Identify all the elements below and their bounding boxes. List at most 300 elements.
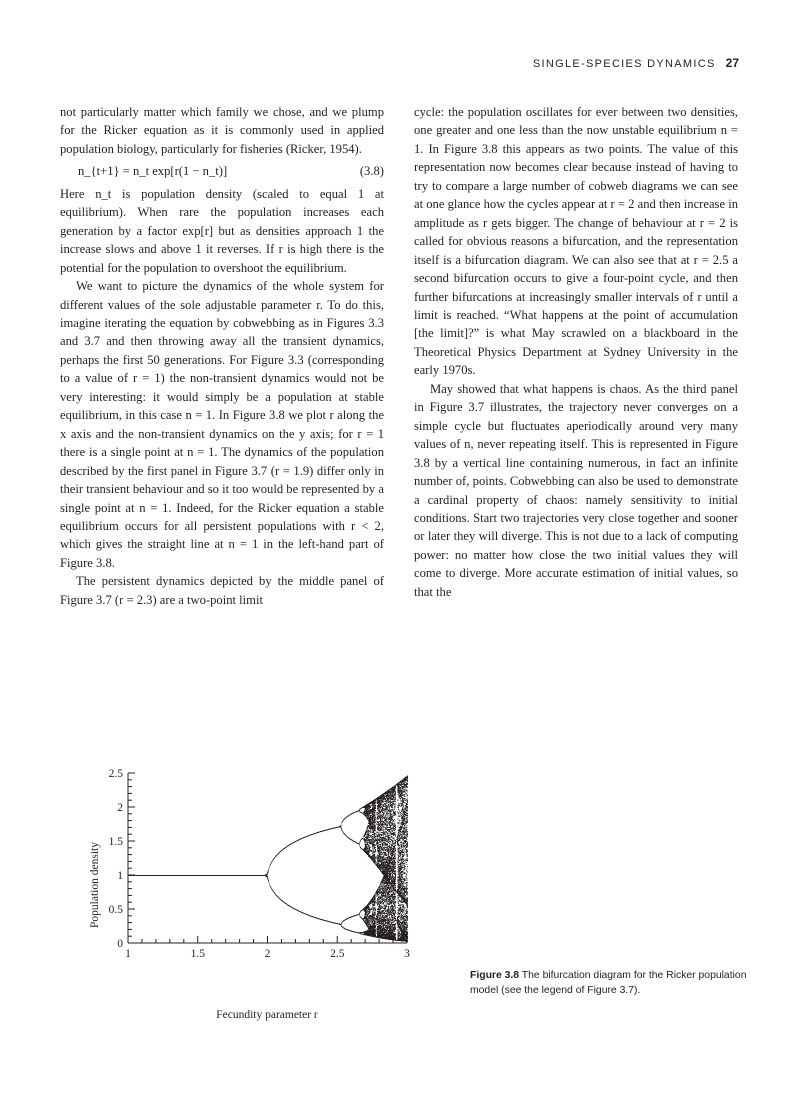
data-point — [379, 861, 380, 862]
data-point — [382, 854, 383, 855]
data-point — [377, 896, 378, 897]
data-point — [387, 839, 388, 840]
data-point — [378, 828, 379, 829]
data-point — [384, 831, 385, 832]
data-point — [368, 831, 369, 832]
data-point — [369, 805, 370, 806]
data-point — [374, 903, 375, 904]
data-point — [389, 832, 390, 833]
data-point — [359, 915, 360, 916]
data-point — [377, 902, 378, 903]
data-point — [387, 797, 388, 798]
data-point — [377, 817, 378, 818]
data-point — [383, 843, 384, 844]
data-point — [377, 813, 378, 814]
data-point — [379, 840, 380, 841]
data-point — [366, 850, 367, 851]
data-point — [379, 902, 380, 903]
data-point — [371, 935, 372, 936]
data-point — [373, 820, 374, 821]
data-point — [388, 830, 389, 831]
data-point — [386, 838, 387, 839]
data-point — [387, 860, 388, 861]
data-point — [387, 913, 388, 914]
data-point — [377, 824, 378, 825]
data-point — [379, 839, 380, 840]
data-point — [387, 909, 388, 910]
data-point — [375, 828, 376, 829]
data-point — [369, 842, 370, 843]
data-point — [370, 813, 371, 814]
data-point — [382, 896, 383, 897]
data-point — [365, 921, 366, 922]
data-point — [381, 866, 382, 867]
data-point — [378, 893, 379, 894]
data-point — [368, 837, 369, 838]
data-point — [386, 809, 387, 810]
data-point — [359, 843, 360, 844]
data-point — [381, 854, 382, 855]
data-point — [375, 830, 376, 831]
data-point — [387, 899, 388, 900]
data-point — [383, 836, 384, 837]
data-point — [374, 858, 375, 859]
data-point — [382, 830, 383, 831]
data-point — [373, 915, 374, 916]
data-point — [383, 887, 384, 888]
data-point — [371, 925, 372, 926]
data-point — [387, 809, 388, 810]
data-point — [373, 840, 374, 841]
data-point — [366, 810, 367, 811]
data-point — [341, 825, 342, 826]
data-point — [381, 891, 382, 892]
data-point — [373, 845, 374, 846]
data-point — [383, 852, 384, 853]
data-point — [368, 848, 369, 849]
data-point — [375, 922, 376, 923]
data-point — [388, 911, 389, 912]
data-point — [378, 915, 379, 916]
data-point — [369, 831, 370, 832]
data-point — [389, 855, 390, 856]
data-point — [366, 813, 367, 814]
data-point — [383, 811, 384, 812]
data-point — [375, 814, 376, 815]
data-point — [383, 932, 384, 933]
data-point — [383, 850, 384, 851]
data-point — [378, 826, 379, 827]
data-point — [386, 919, 387, 920]
data-point — [381, 869, 382, 870]
data-point — [386, 889, 387, 890]
data-point — [367, 840, 368, 841]
data-point — [375, 914, 376, 915]
data-point — [375, 864, 376, 865]
page-number: 27 — [725, 56, 739, 70]
data-point — [384, 895, 385, 896]
data-point — [381, 807, 382, 808]
data-point — [385, 852, 386, 853]
data-point — [386, 853, 387, 854]
data-point — [384, 891, 385, 892]
data-point — [379, 908, 380, 909]
data-point — [371, 803, 372, 804]
data-point — [385, 889, 386, 890]
data-point — [383, 844, 384, 845]
data-point — [359, 845, 360, 846]
data-point — [375, 849, 376, 850]
data-point — [369, 816, 370, 817]
data-point — [369, 835, 370, 836]
data-point — [383, 851, 384, 852]
data-point — [375, 801, 376, 802]
data-point — [368, 913, 369, 914]
data-point — [383, 899, 384, 900]
data-point — [388, 854, 389, 855]
data-point — [386, 805, 387, 806]
data-point — [375, 919, 376, 920]
data-point — [383, 903, 384, 904]
data-point — [366, 809, 367, 810]
data-point — [378, 890, 379, 891]
data-point — [377, 837, 378, 838]
data-point — [384, 814, 385, 815]
data-point — [388, 891, 389, 892]
data-point — [389, 923, 390, 924]
data-point — [373, 839, 374, 840]
data-point — [387, 807, 388, 808]
data-point — [382, 907, 383, 908]
data-point — [382, 811, 383, 812]
data-point — [379, 859, 380, 860]
data-point — [387, 920, 388, 921]
data-point — [387, 903, 388, 904]
data-point — [369, 853, 370, 854]
data-point — [369, 852, 370, 853]
data-point — [389, 809, 390, 810]
data-point — [373, 842, 374, 843]
data-point — [380, 815, 381, 816]
data-point — [359, 913, 360, 914]
data-point — [341, 828, 342, 829]
data-point — [380, 816, 381, 817]
data-point — [382, 924, 383, 925]
data-point — [387, 825, 388, 826]
data-point — [383, 839, 384, 840]
data-point — [371, 815, 372, 816]
data-point — [366, 836, 367, 837]
data-point — [385, 823, 386, 824]
data-point — [378, 899, 379, 900]
data-point — [383, 816, 384, 817]
data-point — [389, 849, 390, 850]
data-point — [375, 818, 376, 819]
data-point — [378, 923, 379, 924]
data-point — [379, 930, 380, 931]
data-point — [272, 861, 273, 862]
data-point — [388, 907, 389, 908]
data-point — [380, 901, 381, 902]
data-point — [377, 924, 378, 925]
data-point — [381, 889, 382, 890]
data-point — [375, 930, 376, 931]
data-point — [373, 815, 374, 816]
data-point — [387, 824, 388, 825]
data-point — [375, 901, 376, 902]
data-point — [269, 882, 270, 883]
data-point — [373, 824, 374, 825]
data-point — [387, 841, 388, 842]
data-point — [389, 836, 390, 837]
data-point — [385, 927, 386, 928]
data-point — [381, 804, 382, 805]
data-point — [388, 821, 389, 822]
data-point — [377, 855, 378, 856]
data-point — [381, 850, 382, 851]
data-point — [383, 840, 384, 841]
data-point — [381, 837, 382, 838]
data-point — [380, 818, 381, 819]
data-point — [273, 891, 274, 892]
data-point — [370, 831, 371, 832]
data-point — [377, 903, 378, 904]
data-point — [375, 819, 376, 820]
data-point — [379, 857, 380, 858]
data-point — [366, 934, 367, 935]
data-point — [369, 847, 370, 848]
bifurcation-points — [128, 776, 408, 942]
data-point — [388, 932, 389, 933]
data-point — [375, 829, 376, 830]
data-point — [366, 844, 367, 845]
data-point — [368, 910, 369, 911]
data-point — [385, 801, 386, 802]
data-point — [381, 894, 382, 895]
data-point — [381, 914, 382, 915]
data-point — [369, 922, 370, 923]
data-point — [385, 913, 386, 914]
data-point — [377, 839, 378, 840]
data-point — [389, 795, 390, 796]
data-point — [380, 905, 381, 906]
data-point — [366, 847, 367, 848]
data-point — [382, 859, 383, 860]
data-point — [369, 913, 370, 914]
data-point — [366, 851, 367, 852]
data-point — [384, 915, 385, 916]
figure-3-8 — [82, 770, 422, 1020]
data-point — [377, 823, 378, 824]
data-point — [384, 914, 385, 915]
data-point — [384, 928, 385, 929]
data-point — [365, 912, 366, 913]
data-point — [387, 898, 388, 899]
right-paragraph-1: cycle: the population oscillates for ever between two densities, one greater and one less than the now unstable equilibrium n = 1. In Figure 3.8 this appears as two points. The value of this representation now becomes clear because instead of having to try to compare a large number of cobweb diagrams we can see at one glance how the cycles appear at r = 2 and then increase in amplitude as r gets bigger. The change of behaviour at r = 2 is called for obvious reasons a bifurcation, and the representation itself is a bifurcation diagram. We can also see that at r = 2.5 a second bifurcation occurs to give a four-point cycle, and then further bifurcations at increasingly smaller intervals of r until a limit is reached. “What happens at the point of accumulation [the limit]?” is what May scrawled on a blackboard in the Theoretical Physics Department at Sydney University in the early 1970s. — [414, 105, 738, 378]
data-point — [384, 893, 385, 894]
right-paragraph-2: May showed that what happens is chaos. As the third panel in Figure 3.7 illustrates, the trajectory never converges on a simple cycle but fluctuates aperiodically around very many values of n, never repeating itself. This is represented in Figure 3.8 by a vertical line containing numerous, in fact an infinite number of, points. Cobwebbing can also be used to demonstrate a cardinal property of chaos: namely sensitivity to initial conditions. Start two trajectories very close together and sooner or later they will diverge. This is not due to a lack of computing power: no matter how close the two initial values they will come to diverge. More accurate estimation of initial values, so that the — [414, 381, 738, 599]
data-point — [384, 917, 385, 918]
data-point — [364, 814, 365, 815]
data-point — [375, 936, 376, 937]
data-point — [375, 817, 376, 818]
data-point — [364, 921, 365, 922]
left-column — [60, 103, 384, 609]
data-point — [370, 922, 371, 923]
data-point — [270, 885, 271, 886]
data-point — [366, 831, 367, 832]
data-point — [387, 796, 388, 797]
left-paragraph-4: The persistent dynamics depicted by the middle panel of Figure 3.7 (r = 2.3) are a two-point limit — [60, 574, 384, 607]
data-point — [370, 905, 371, 906]
data-point — [375, 845, 376, 846]
data-point — [380, 831, 381, 832]
data-point — [380, 855, 381, 856]
data-point — [383, 902, 384, 903]
data-point — [380, 859, 381, 860]
data-point — [364, 917, 365, 918]
data-point — [367, 849, 368, 850]
data-point — [380, 898, 381, 899]
data-point — [373, 834, 374, 835]
data-point — [378, 854, 379, 855]
data-point — [365, 836, 366, 837]
data-point — [369, 833, 370, 834]
data-point — [375, 907, 376, 908]
data-point — [382, 861, 383, 862]
data-point — [382, 897, 383, 898]
data-point — [387, 861, 388, 862]
data-point — [370, 855, 371, 856]
data-point — [375, 903, 376, 904]
data-point — [388, 813, 389, 814]
data-point — [369, 924, 370, 925]
data-point — [383, 842, 384, 843]
data-point — [371, 903, 372, 904]
data-point — [375, 898, 376, 899]
data-point — [389, 899, 390, 900]
data-point — [384, 921, 385, 922]
data-point — [384, 796, 385, 797]
data-point — [373, 853, 374, 854]
data-point — [388, 889, 389, 890]
data-point — [380, 828, 381, 829]
data-point — [373, 821, 374, 822]
data-point — [375, 833, 376, 834]
data-point — [364, 908, 365, 909]
data-point — [373, 847, 374, 848]
right-column — [414, 103, 738, 601]
data-point — [386, 820, 387, 821]
data-point — [378, 894, 379, 895]
data-point — [387, 812, 388, 813]
data-point — [382, 889, 383, 890]
data-point — [373, 919, 374, 920]
data-point — [385, 893, 386, 894]
data-point — [381, 899, 382, 900]
data-point — [380, 890, 381, 891]
data-point — [379, 829, 380, 830]
data-point — [360, 846, 361, 847]
data-point — [375, 846, 376, 847]
equation-number: (3.8) — [359, 164, 384, 179]
data-point — [366, 853, 367, 854]
data-point — [380, 812, 381, 813]
data-point — [359, 811, 360, 812]
data-point — [386, 903, 387, 904]
data-point — [375, 933, 376, 934]
data-point — [383, 912, 384, 913]
data-point — [377, 820, 378, 821]
data-point — [269, 868, 270, 869]
data-point — [375, 851, 376, 852]
bifurcation-chart — [82, 770, 422, 1020]
data-point — [385, 847, 386, 848]
data-point — [363, 837, 364, 838]
data-point — [386, 933, 387, 934]
data-point — [375, 821, 376, 822]
data-point — [366, 916, 367, 917]
data-point — [375, 815, 376, 816]
data-point — [386, 828, 387, 829]
data-point — [380, 860, 381, 861]
data-point — [342, 831, 343, 832]
data-point — [369, 814, 370, 815]
data-point — [377, 846, 378, 847]
data-point — [368, 915, 369, 916]
data-point — [381, 906, 382, 907]
data-point — [377, 920, 378, 921]
data-point — [367, 916, 368, 917]
data-point — [380, 849, 381, 850]
data-point — [275, 857, 276, 858]
data-point — [382, 866, 383, 867]
data-point — [371, 922, 372, 923]
data-point — [386, 817, 387, 818]
data-point — [382, 915, 383, 916]
data-point — [383, 830, 384, 831]
data-point — [379, 901, 380, 902]
data-point — [385, 827, 386, 828]
data-point — [367, 833, 368, 834]
data-point — [389, 817, 390, 818]
data-point — [386, 908, 387, 909]
data-point — [268, 870, 269, 871]
data-point — [375, 913, 376, 914]
data-point — [381, 848, 382, 849]
data-point — [382, 901, 383, 902]
data-point — [343, 821, 344, 822]
data-point — [384, 844, 385, 845]
data-point — [370, 837, 371, 838]
data-point — [366, 921, 367, 922]
data-point — [374, 916, 375, 917]
left-paragraph-3: We want to picture the dynamics of the whole system for different values of the sole adjustable parameter r. To do this, imagine iterating the equation by cobwebbing as in Figures 3.3 and 3.7 and then throwing away all the transient dynamics, perhaps the first 50 generations. For Figure 3.3 (corresponding to a value of r = 1) the non-transient dynamics would not be very interesting: it would simply be a population at stable equilibrium, in this case n = 1. In Figure 3.8 we plot r along the x axis and the non-transient dynamics on the y axis; for r = 1 there is a single point at n = 1. The dynamics of the population described by the first panel in Figure 3.7 (r = 1.9) differ only in their transient behaviour and so it too would be represented by a single point at n = 1. Indeed, for the Ricker equation a stable equilibrium occurs for all persistent populations with r < 2, which gives the straight line at n = 1 in the left-hand part of Figure 3.8. — [60, 279, 384, 570]
data-point — [381, 846, 382, 847]
data-point — [385, 796, 386, 797]
data-point — [375, 925, 376, 926]
data-point — [375, 839, 376, 840]
data-point — [384, 900, 385, 901]
data-point — [359, 844, 360, 845]
data-point — [384, 833, 385, 834]
data-point — [367, 807, 368, 808]
data-point — [380, 910, 381, 911]
data-point — [374, 901, 375, 902]
data-point — [375, 825, 376, 826]
data-point — [363, 813, 364, 814]
data-point — [385, 833, 386, 834]
